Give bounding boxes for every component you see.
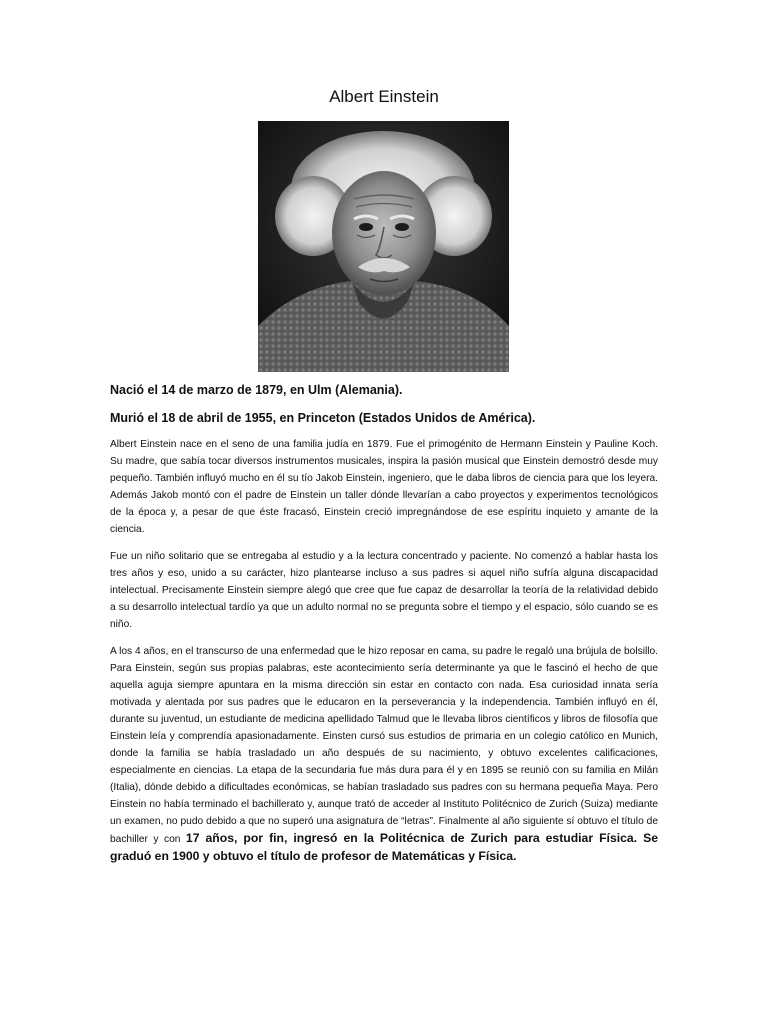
paragraph-education-text: A los 4 años, en el transcurso de una enfermedad que le hizo reposar en cama, su padre le regaló una brújula de bolsillo. Para Einstein, según sus propias palabras, este acontecimiento sería determinante ya que le fascinó el hecho de que aquella aguja siempre apuntara en la misma dirección sin estar en contacto con nada. Esa curiosidad innata sería motivada y alentada por sus padres que le educaron en la perseverancia y la independencia. También influyó en él, durante su juventud, un estudiante de medicina apellidado Talmud que le llevaba libros científicos y libros de filosofía que Einstein leía y comprendía apasionadamente. Einsten cursó sus estudios de primaria en un colegio católico en Munich, donde la familia se había trasladado un año después de su nacimiento, y obtuvo excelentes calificaciones, especialmente en ciencias. La etapa de la secundaria fue más dura para él y en 1895 se reunió con su familia en Milán (Italia), dónde debido a dificultades económicas, se habían trasladado sus padres con su hermana pequeña Maya. Pero Einstein no había terminado el bachillerato y, aunque trató de acceder al Instituto Politécnico de Zurich (Suiza) mediante un examen, no pudo debido a que no superó una asignatura de “letras”. Finalmente al año siguiente sí obtuvo el título de bachiller y con (110, 646, 658, 845)
einstein-portrait-image (258, 121, 509, 372)
death-fact: Murió el 18 de abril de 1955, en Princeton (Estados Unidos de América). (110, 411, 536, 425)
birth-fact: Nació el 14 de marzo de 1879, en Ulm (Alemania). (110, 383, 403, 397)
document-title: Albert Einstein (329, 87, 439, 106)
paragraph-childhood: Fue un niño solitario que se entregaba al estudio y a la lectura concentrado y paciente. No comenzó a hablar hasta los tres años y eso, unido a su carácter, hizo plantearse incluso a sus padres si aquel niño sufría alguna discapacidad intelectual. Precisamente Einstein siempre alegó que cree que fue capaz de desarrollar la teoría de la relatividad debido a su desarrollo intelectual tardío ya que un adulto normal no se pregunta sobre el tiempo y el espacio, sólo cuando se es niño. (110, 551, 658, 630)
document-body (110, 381, 658, 876)
paragraph-education-bold-tail: 17 años, por fin, ingresó en la Politécnica de Zurich para estudiar Física. Se graduó en 1900 y obtuvo el título de profesor de Matemáticas y Física. (110, 831, 658, 863)
portrait-drawing (258, 121, 509, 372)
paragraph-education (110, 643, 658, 866)
paragraph-family: Albert Einstein nace en el seno de una familia judía en 1879. Fue el primogénito de Hermann Einstein y Pauline Koch. Su madre, que sabía tocar diversos instrumentos musicales, inspira la pasión musical que Einstein demostró desde muy pequeño. También influyó mucho en él su tío Jakob Einstein, ingeniero, que le daba libros de ciencia para que los leyera. Además Jakob montó con el padre de Einstein un taller dónde llevarían a cabo proyectos y experimentos tecnológicos de la época y, a pesar de que éste fracasó, Einstein creció impregnándose de ese espíritu inquieto y amante de la ciencia. (110, 439, 658, 535)
